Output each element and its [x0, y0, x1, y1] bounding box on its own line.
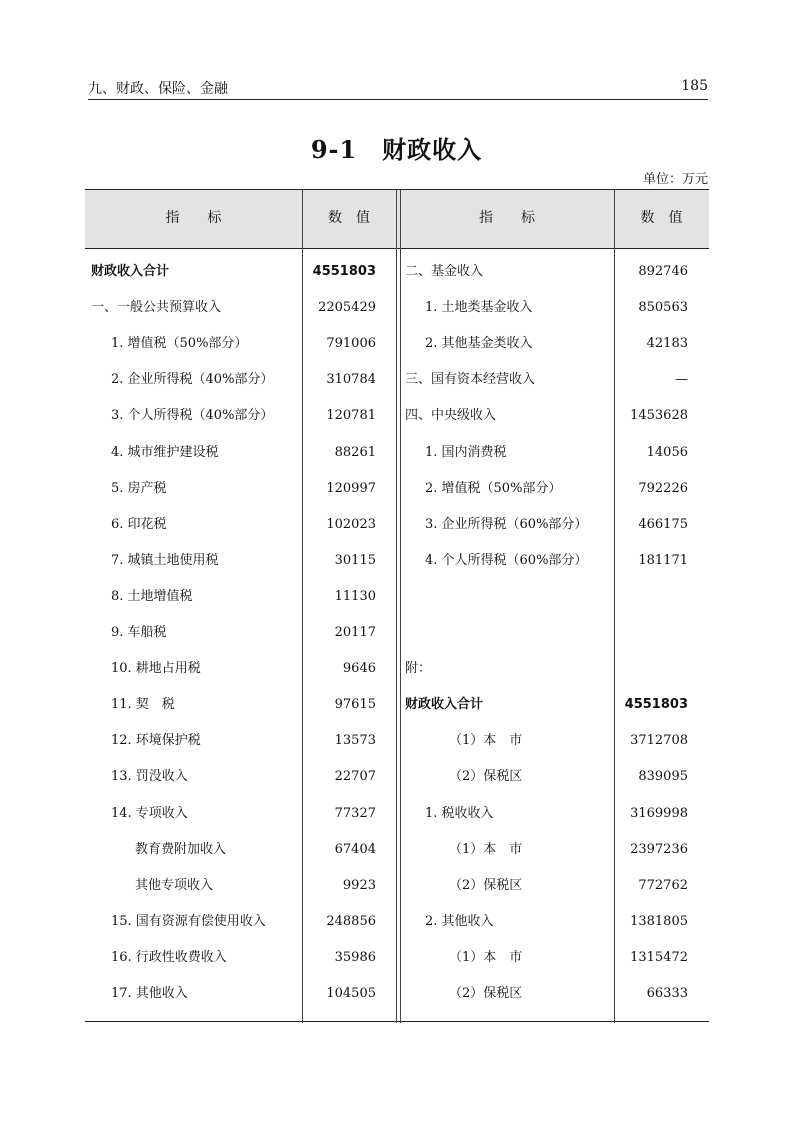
- right-row-label: （2）保税区: [449, 769, 523, 784]
- left-row-value: 120997: [326, 481, 376, 496]
- right-row-value: 66333: [646, 986, 688, 1001]
- left-row-label: 10. 耕地占用税: [111, 661, 201, 676]
- right-row-label: 2. 增值税（50%部分）: [425, 481, 562, 496]
- left-row-value: 791006: [326, 336, 376, 351]
- left-row-value: 248856: [326, 914, 376, 929]
- right-row-value: 1381805: [630, 914, 688, 929]
- left-row-label: 财政收入合计: [91, 264, 170, 279]
- left-row-label: 1. 增值税（50%部分）: [111, 336, 248, 351]
- right-row-value: 892746: [638, 264, 688, 279]
- unit-label: 单位：万元: [642, 172, 708, 187]
- left-row-value: 30115: [334, 553, 376, 568]
- right-row-label: 三、国有资本经营收入: [405, 372, 536, 387]
- left-row-label: 5. 房产税: [111, 481, 167, 496]
- right-row-label: 3. 企业所得税（60%部分）: [425, 517, 588, 532]
- right-row-value: 466175: [638, 517, 688, 532]
- right-row-label: （2）保税区: [449, 878, 523, 893]
- left-row-label: 2. 企业所得税（40%部分）: [111, 372, 274, 387]
- left-row-label: 9. 车船税: [111, 625, 167, 640]
- left-row-value: 9646: [342, 661, 376, 676]
- right-row-label: （1）本 市: [449, 733, 523, 748]
- right-row-label: 四、中央级收入: [405, 408, 497, 423]
- left-row-value: 2205429: [318, 300, 376, 315]
- left-row-label: 13. 罚没收入: [111, 769, 188, 784]
- table-header-rule: [85, 248, 709, 249]
- right-row-label: （1）本 市: [449, 842, 523, 857]
- left-row-value: 104505: [326, 986, 376, 1001]
- table-bottom-rule: [85, 1021, 709, 1022]
- right-row-label: [405, 587, 613, 607]
- left-row-label: 其他专项收入: [135, 878, 214, 893]
- left-row-label: 7. 城镇土地使用税: [111, 553, 219, 568]
- page-number: 185: [681, 78, 708, 94]
- right-row-value: 42183: [646, 336, 688, 351]
- left-row-value: 13573: [334, 733, 376, 748]
- header-value-left: 数 值: [328, 210, 370, 226]
- right-row-value: 1315472: [630, 950, 688, 965]
- right-row-value: [608, 587, 688, 607]
- right-row-value: 4551803: [624, 697, 688, 712]
- right-row-value: 3712708: [630, 733, 688, 748]
- right-row-value: 2397236: [630, 842, 688, 857]
- left-row-value: 11130: [334, 589, 376, 604]
- right-row-label: 4. 个人所得税（60%部分）: [425, 553, 588, 568]
- right-row-label: （1）本 市: [449, 950, 523, 965]
- right-row-label: 2. 其他基金类收入: [425, 336, 533, 351]
- right-row-value: 181171: [638, 553, 688, 568]
- left-row-value: 4551803: [312, 264, 376, 279]
- left-row-value: 9923: [342, 878, 376, 893]
- right-row-value: 839095: [638, 769, 688, 784]
- right-row-value: 792226: [638, 481, 688, 496]
- right-row-label: 二、基金收入: [405, 264, 484, 279]
- left-row-label: 14. 专项收入: [111, 806, 188, 821]
- left-row-label: 16. 行政性收费收入: [111, 950, 227, 965]
- header-value-right: 数 值: [640, 210, 683, 226]
- page-title: 9-1 财政收入: [310, 135, 483, 164]
- left-row-label: 4. 城市维护建设税: [111, 445, 219, 460]
- left-row-value: 88261: [334, 445, 376, 460]
- right-row-value: 14056: [646, 445, 688, 460]
- left-row-label: 6. 印花税: [111, 517, 167, 532]
- left-row-value: 310784: [326, 372, 376, 387]
- left-row-value: 97615: [334, 697, 376, 712]
- right-row-label: 1. 税收收入: [425, 806, 494, 821]
- left-row-value: 67404: [334, 842, 376, 857]
- left-row-label: 教育费附加收入: [135, 842, 227, 857]
- header-rule: [88, 99, 708, 100]
- revenue-table: [85, 189, 709, 1023]
- left-row-value: 22707: [334, 769, 376, 784]
- left-row-value: 120781: [326, 408, 376, 423]
- right-row-label: （2）保税区: [449, 986, 523, 1001]
- right-row-value: 772762: [638, 878, 688, 893]
- right-row-label: 2. 其他收入: [425, 914, 494, 929]
- right-row-label: 1. 土地类基金收入: [425, 300, 533, 315]
- left-row-label: 17. 其他收入: [111, 986, 188, 1001]
- header-indicator-right: 指 标: [479, 210, 535, 226]
- left-row-value: 35986: [334, 950, 376, 965]
- left-row-label: 11. 契 税: [111, 697, 175, 712]
- left-row-label: 3. 个人所得税（40%部分）: [111, 408, 274, 423]
- left-row-label: 一、一般公共预算收入: [91, 300, 222, 315]
- right-row-label: 附：: [405, 661, 432, 676]
- column-divider: [396, 189, 397, 1023]
- right-row-label: 1. 国内消费税: [425, 445, 507, 460]
- right-row-value: 1453628: [630, 408, 688, 423]
- right-row-value: 3169998: [630, 806, 688, 821]
- right-row-value: —: [675, 372, 688, 387]
- left-row-label: 8. 土地增值税: [111, 589, 193, 604]
- header-indicator-left: 指 标: [165, 210, 222, 226]
- left-row-value: 77327: [334, 806, 376, 821]
- left-row-label: 15. 国有资源有偿使用收入: [111, 914, 266, 929]
- left-row-value: 102023: [326, 517, 376, 532]
- column-divider: [400, 189, 401, 1023]
- right-row-value: [608, 659, 688, 679]
- right-row-label: [405, 623, 613, 643]
- right-row-value: 850563: [638, 300, 688, 315]
- right-row-value: [608, 623, 688, 643]
- left-row-value: 20117: [334, 625, 376, 640]
- left-row-label: 12. 环境保护税: [111, 733, 201, 748]
- right-row-label: 财政收入合计: [405, 697, 484, 712]
- section-title: 九、财政、保险、金融: [88, 81, 228, 97]
